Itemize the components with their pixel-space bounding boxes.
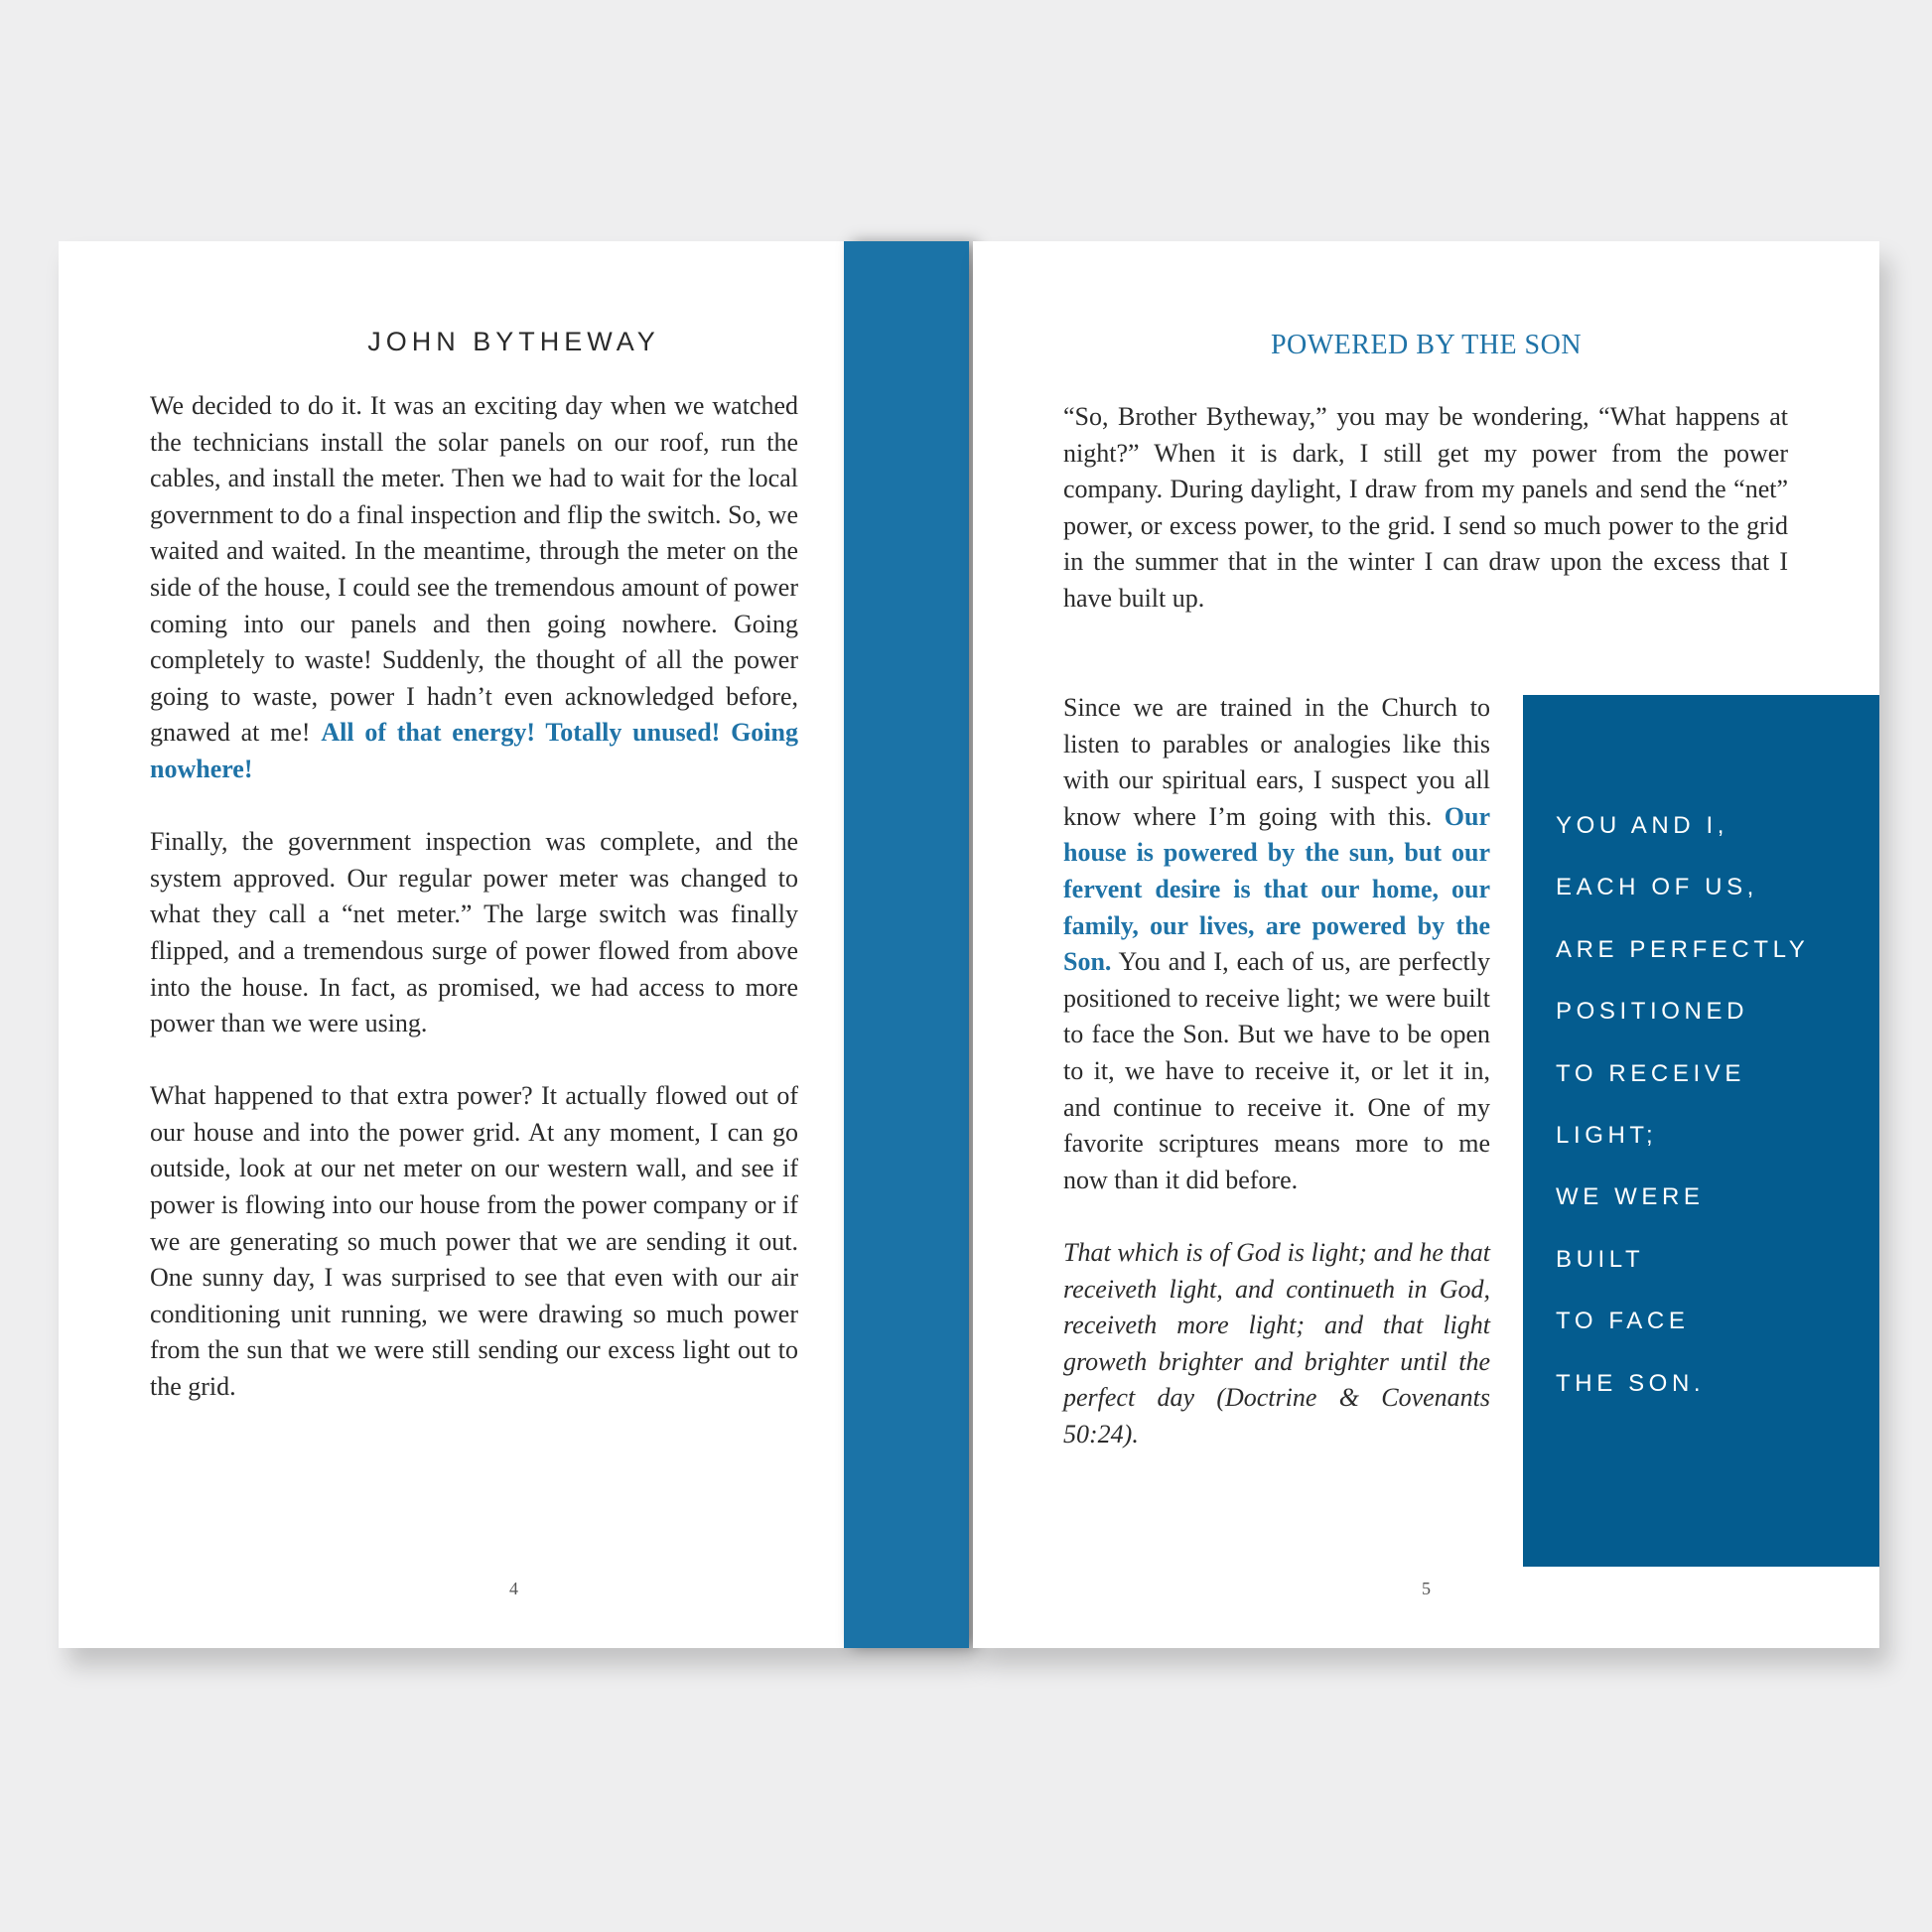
- paragraph-text: Since we are trained in the Church to listen to parables or analogies like this with our spiritual ears, I suspect you all know where I’m going with this.: [1063, 693, 1490, 831]
- pull-quote-lines: [1556, 812, 1809, 1432]
- page-number: 5: [1422, 1579, 1431, 1598]
- right-page-column: [1063, 690, 1490, 1489]
- paragraph: [1063, 690, 1490, 1198]
- paragraph-text: What happened to that extra power? It actually flowed out of our house and into the power grid. At any moment, I can go outside, look at our net meter on our western wall, and see if power is flowing into our house from the power company or if we are generating so much power that we are sending it out. One sunny day, I was surprised to see that even with our air conditioning unit running, we were drawing so much power from the sun that we were still sending our excess light out to the grid.: [150, 1081, 798, 1402]
- left-page: [59, 241, 969, 1648]
- page-number: 4: [509, 1579, 518, 1598]
- pull-quote-line: TO FACE: [1556, 1308, 1690, 1335]
- pull-quote-line: TO RECEIVE: [1556, 1059, 1745, 1087]
- running-head-author: JOHN BYTHEWAY: [367, 327, 660, 356]
- page-number-left-wrap: [59, 1579, 969, 1599]
- pull-quote-line: LIGHT;: [1556, 1121, 1658, 1149]
- paragraph-text: We decided to do it. It was an exciting day when we watched the technicians install the solar panels on our roof, run the cables, and install the meter. Then we had to wait for the local government to do a final inspection and flip the switch. So, we waited and waited. In the meantime, through the meter on the side of the house, I could see the tremendous amount of power coming into our panels and then going nowhere. Going completely to waste! Suddenly, the thought of all the power going to waste, power I hadn’t even acknowledged before, gnawed at me!: [150, 391, 798, 748]
- paragraph-text: Finally, the government inspection was complete, and the system approved. Our regular power meter was changed to what they call a “net meter.” The large switch was finally flipped, and a tremendous surge of power flowed from above into the house. In fact, as promised, we had access to more power than we were using.: [150, 827, 798, 1038]
- paragraph: [150, 824, 798, 1042]
- pull-quote-line: BUILT: [1556, 1245, 1645, 1273]
- right-page: [973, 241, 1879, 1648]
- left-page-body: [150, 388, 798, 1442]
- pull-quote-line: ARE PERFECTLY: [1556, 935, 1810, 963]
- pull-quote-line: WE WERE: [1556, 1183, 1705, 1211]
- running-head-title: POWERED BY THE SON: [1270, 330, 1583, 360]
- pull-quote-line: YOU AND I,: [1556, 812, 1729, 839]
- page-number-right-wrap: [973, 1579, 1879, 1599]
- pull-quote-line: EACH OF US,: [1556, 874, 1758, 901]
- scripture-quote: That which is of God is light; and he that receiveth light, and continueth in God, receiveth more light; and that light groweth brighter and brighter until the perfect day (Doctrine & Covenants 50:24).: [1063, 1237, 1490, 1449]
- paragraph: [150, 1078, 798, 1405]
- pull-quote-line: THE SON.: [1556, 1369, 1706, 1397]
- running-head-right-wrap: [973, 330, 1879, 361]
- running-head-left-wrap: [59, 327, 969, 357]
- paragraph-text: You and I, each of us, are perfectly positioned to receive light; we were built to face the Son. But we have to be open to it, we have to receive it, or let it in, and continue to receive it. One of my favorite scriptures means more to me now than it did before.: [1063, 947, 1490, 1194]
- paragraph: [150, 388, 798, 788]
- pull-quote-line: POSITIONED: [1556, 998, 1749, 1026]
- highlighted-text: All of that energy! Totally unused! Going nowhere!: [150, 718, 798, 783]
- paragraph-text: “So, Brother Bytheway,” you may be wondering, “What happens at night?” When it is dark, I still get my power from the power company. During daylight, I draw from my panels and send the “net” power, or excess power, to the grid. I send so much power to the grid in the summer that in the winter I can draw upon the excess that I have built up.: [1063, 402, 1788, 613]
- intro-paragraph: [1063, 399, 1788, 618]
- highlighted-text: Our house is powered by the sun, but our fervent desire is that our home, our family, our lives, are powered by the Son.: [1063, 801, 1491, 977]
- pull-quote-box: [1523, 695, 1879, 1567]
- book-spine: [844, 241, 969, 1648]
